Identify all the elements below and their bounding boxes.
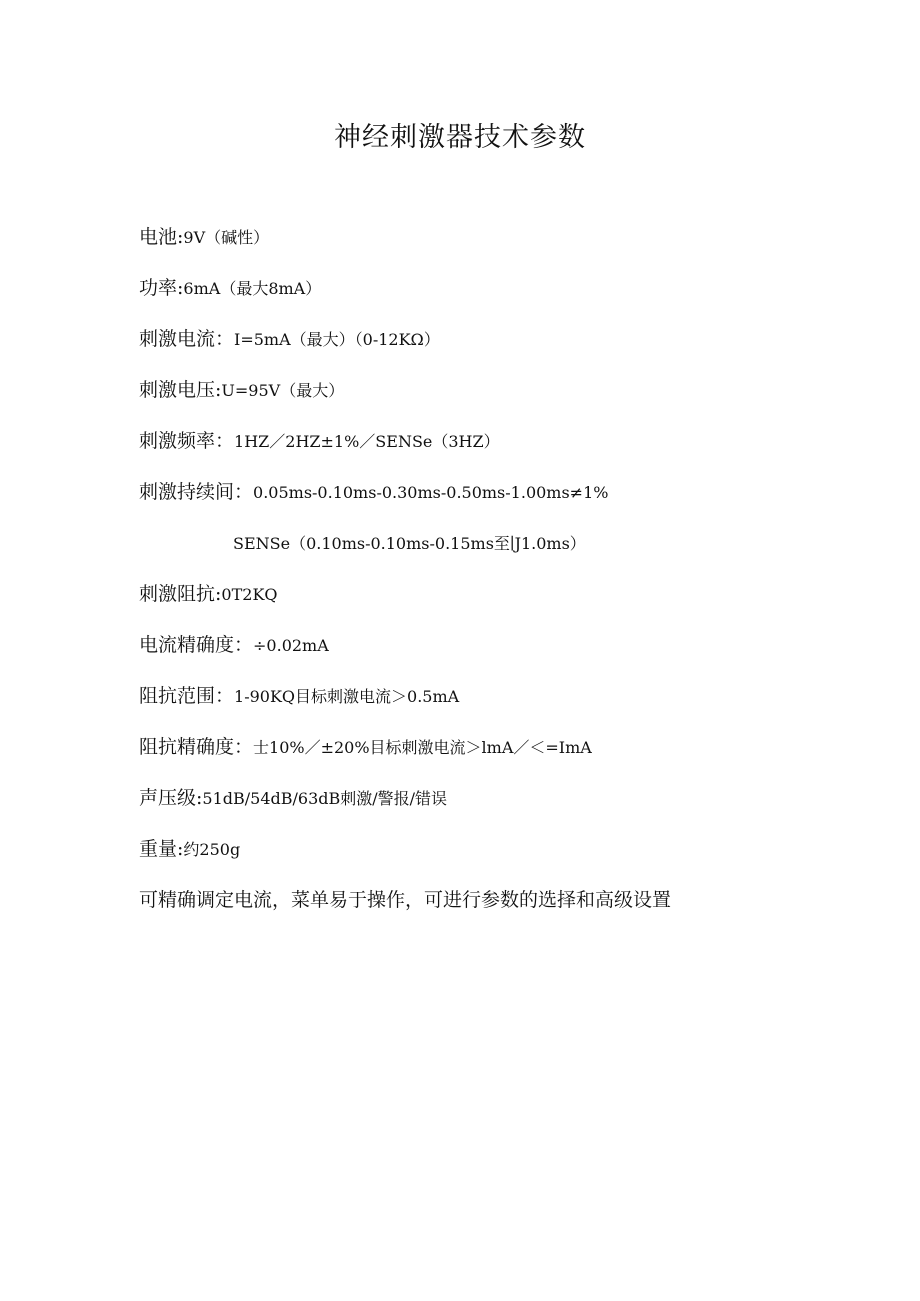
spec-sound-pressure [139, 783, 839, 834]
spec-stimulation-frequency [139, 426, 839, 477]
spec-stimulation-duration [139, 477, 839, 528]
spec-stimulation-voltage [139, 375, 839, 426]
spec-value: 0T2KQ [221, 585, 278, 604]
spec-power [139, 273, 839, 324]
spec-battery [139, 222, 839, 273]
spec-current-accuracy [139, 630, 839, 681]
document-title: 神经刺激器技术参数 [334, 122, 586, 153]
spec-impedance-accuracy [139, 732, 839, 783]
spec-label: 重量: [139, 838, 184, 860]
spec-label: 刺激电流： [139, 328, 235, 350]
spec-label: 阻抗范围： [139, 685, 235, 707]
spec-value: 6mA（最大8mA） [183, 279, 322, 298]
spec-list [139, 222, 839, 936]
spec-value: 9V（碱性） [183, 228, 270, 247]
spec-value: 51dB/54dB/63dB刺激/警报/错误 [202, 789, 448, 808]
spec-value: ÷0.02mA [253, 636, 329, 655]
spec-weight [139, 834, 839, 885]
spec-value: 约250g [183, 840, 241, 859]
spec-label: 电流精确度： [139, 634, 254, 656]
spec-label: 刺激持续间： [139, 481, 254, 503]
spec-value: 1-90KQ目标刺激电流＞0.5mA [234, 687, 460, 706]
spec-label: 功率: [139, 277, 184, 299]
spec-value: 士10%／±20%目标刺激电流＞lmA／＜=ImA [253, 738, 592, 757]
spec-value: I=5mA（最大）（0-12KΩ） [234, 330, 440, 349]
spec-label: 阻抗精确度： [139, 736, 254, 758]
spec-value: 0.05ms-0.10ms-0.30ms-0.50ms-1.00ms≠1% [253, 483, 609, 502]
spec-label: 刺激阻抗: [139, 583, 222, 605]
spec-label: 刺激频率： [139, 430, 235, 452]
spec-value: U=95V（最大） [221, 381, 345, 400]
spec-stimulation-duration-sense [139, 528, 839, 579]
spec-impedance-range [139, 681, 839, 732]
spec-label: 刺激电压: [139, 379, 222, 401]
spec-value: SENSe（0.10ms-0.10ms-0.15ms至∣J1.0ms） [233, 534, 586, 553]
spec-stimulation-impedance [139, 579, 839, 630]
summary-text: 可精确调定电流，菜单易于操作，可进行参数的选择和高级设置 [139, 889, 672, 911]
spec-label: 声压级: [139, 787, 203, 809]
spec-stimulation-current [139, 324, 839, 375]
spec-value: 1HZ／2HZ±1%／SENSe（3HZ） [234, 432, 500, 451]
spec-label: 电池: [139, 226, 184, 248]
